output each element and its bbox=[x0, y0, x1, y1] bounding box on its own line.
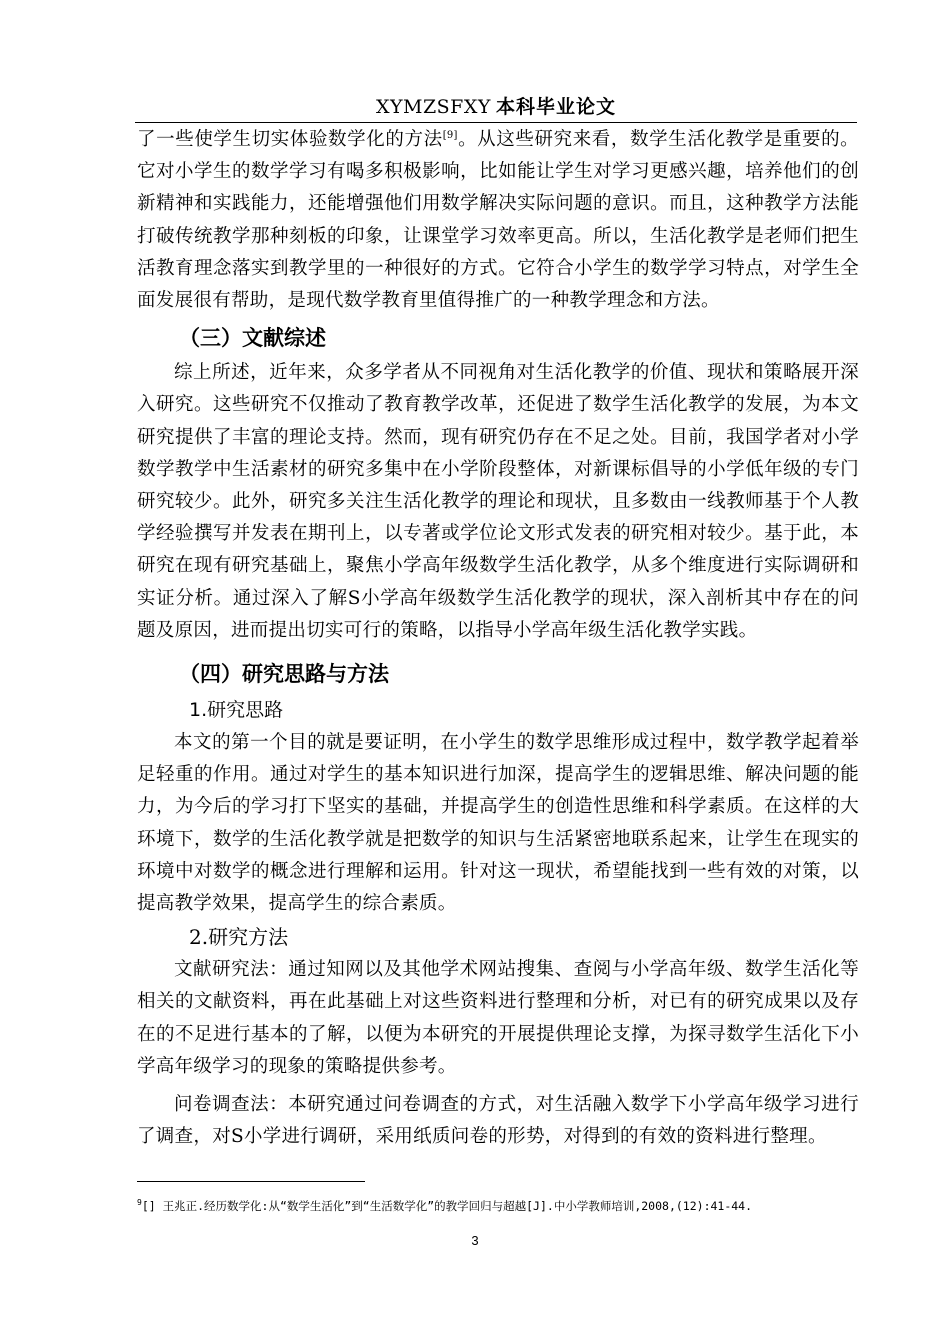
footnote-divider bbox=[137, 1181, 365, 1182]
subheading-research-methods: 2.研究方法 bbox=[189, 925, 289, 950]
page-header bbox=[135, 92, 857, 123]
footnote bbox=[137, 1193, 857, 1216]
footnote-text: [] 王兆正.经历数学化:从“数学生活化”到“生活数学化”的教学回归与超越[J].中小学教师培训,2008,(12):41-44. bbox=[141, 1198, 753, 1213]
header-title-en: XYMZSFXY bbox=[375, 96, 491, 118]
paragraph-questionnaire-method: 问卷调查法：本研究通过问卷调查的方式，对生活融入数学下小学高年级学习进行了调查，对S小学进行调研，采用纸质问卷的形势，对得到的有效的资料进行整理。 bbox=[137, 1094, 859, 1148]
paragraph-continued: 了一些使学生切实体验数学化的方法[9]。从这些研究来看，数学生活化教学是重要的。它对小学生的数学学习有喝多积极影响，比如能让学生对学习更感兴趣，培养他们的创新精神和实践能力，还能增强他们用数学解决实际问题的意识。而且，这种教学方法能打破传统教学那种刻板的印象，让课堂学习效率更高。所以，生活化教学是老师们把生活教育理念落实到教学里的一种很好的方式。它符合小学生的数学学习特点，对学生全面发展很有帮助，是现代数学教育里值得推广的一种教学理念和方法。 bbox=[137, 129, 859, 312]
section-heading-literature-review: （三）文献综述 bbox=[179, 326, 326, 351]
paragraph-literature-review: 综上所述，近年来，众多学者从不同视角对生活化教学的价值、现状和策略展开深入研究。这些研究不仅推动了教育教学改革，还促进了数学生活化教学的发展，为本文研究提供了丰富的理论支持。然而，现有研究仍存在不足之处。目前，我国学者对小学数学教学中生活素材的研究多集中在小学阶段整体，对新课标倡导的小学低年级的专门研究较少。此外，研究多关注生活化教学的理论和现状，且多数由一线教师基于个人教学经验撰写并发表在期刊上，以专著或学位论文形式发表的研究相对较少。基于此，本研究在现有研究基础上，聚焦小学高年级数学生活化教学，从多个维度进行实际调研和实证分析。通过深入了解S小学高年级数学生活化教学的现状，深入剖析其中存在的问题及原因，进而提出切实可行的策略，以指导小学高年级生活化教学实践。 bbox=[137, 362, 859, 641]
citation-ref[interactable]: [9] bbox=[442, 129, 458, 141]
paragraph-literature-method: 文献研究法：通过知网以及其他学术网站搜集、查阅与小学高年级、数学生活化等相关的文献资料，再在此基础上对这些资料进行整理和分析，对已有的研究成果以及存在的不足进行基本的了解，以便为本研究的开展提供理论支撑，为探寻数学生活化下小学高年级学习的现象的策略提供参考。 bbox=[137, 959, 859, 1077]
footnote-mark: 9 bbox=[137, 1198, 142, 1207]
page-body bbox=[137, 124, 859, 1153]
section-heading-research-approach: （四）研究思路与方法 bbox=[179, 662, 389, 687]
paragraph-research-ideas: 本文的第一个目的就是要证明，在小学生的数学思维形成过程中，数学教学起着举足轻重的作用。通过对学生的基本知识进行加深，提高学生的逻辑思维、解决问题的能力，为今后的学习打下坚实的基础，并提高学生的创造性思维和科学素质。在这样的大环境下，数学的生活化教学就是把数学的知识与生活紧密地联系起来，让学生在现实的环境中对数学的概念进行理解和运用。针对这一现状，希望能找到一些有效的对策，以提高教学效果，提高学生的综合素质。 bbox=[137, 732, 859, 915]
subheading-research-ideas: 1.研究思路 bbox=[189, 699, 284, 722]
header-title-cn: 本科毕业论文 bbox=[496, 96, 617, 118]
page-number: 3 bbox=[471, 1233, 479, 1248]
